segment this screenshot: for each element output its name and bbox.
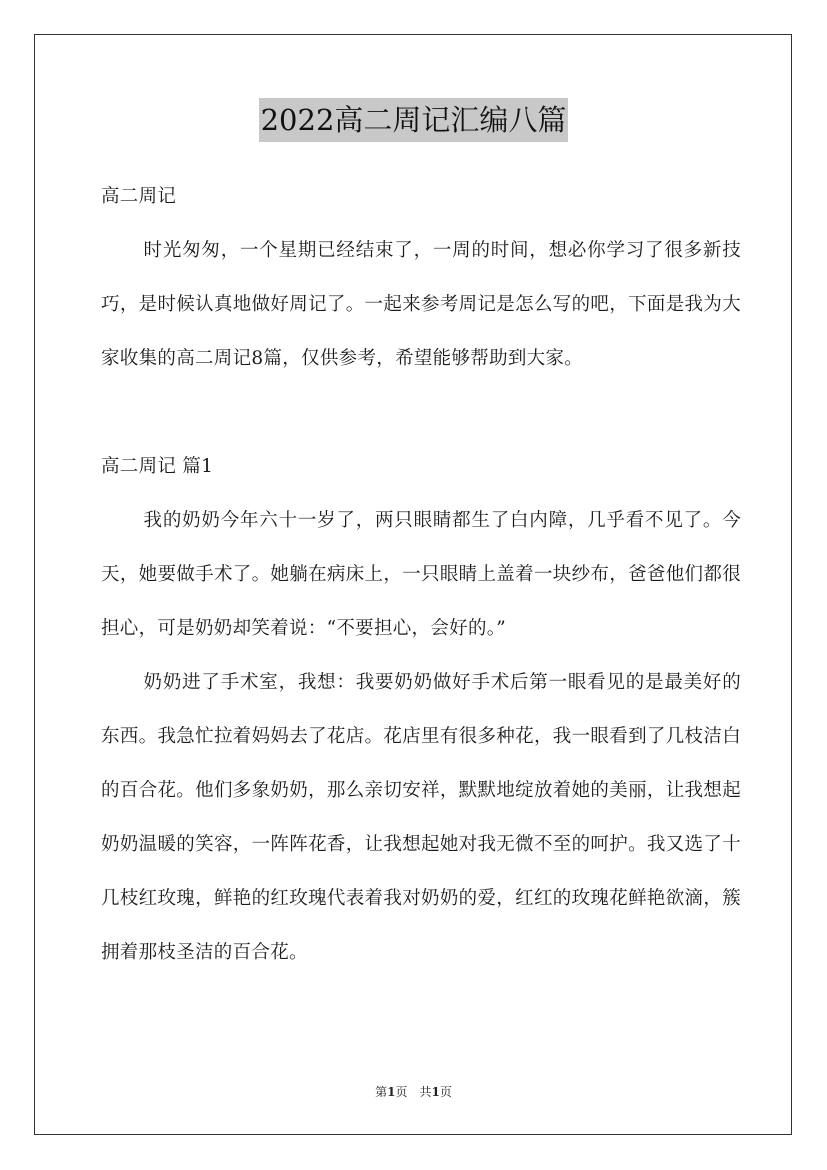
document-body xyxy=(101,170,741,980)
page-footer xyxy=(0,1083,827,1100)
section-spacer xyxy=(101,386,741,440)
section1-paragraph-2: 奶奶进了手术室，我想：我要奶奶做好手术后第一眼看见的是最美好的东西。我急忙拉着妈妈去了花店。花店里有很多种花，我一眼看到了几枝洁白的百合花。他们多象奶奶，那么亲切安祥，默默地绽放着她的美丽，让我想起奶奶温暖的笑容，一阵阵花香，让我想起她对我无微不至的呵护。我又选了十几枝红玫瑰，鲜艳的红玫瑰代表着我对奶奶的爱，红红的玫瑰花鲜艳欲滴，簇拥着那枝圣洁的百合花。 xyxy=(101,672,741,963)
footer-prefix: 第 xyxy=(375,1085,388,1099)
document-title: 2022高二周记汇编八篇 xyxy=(259,98,569,142)
section1-heading: 高二周记 篇1 xyxy=(101,456,214,477)
footer-suffix: 页 xyxy=(439,1085,452,1099)
footer-current-page: 1 xyxy=(387,1085,396,1099)
section1-paragraph-1: 我的奶奶今年六十一岁了，两只眼睛都生了白内障，几乎看不见了。今天，她要做手术了。她躺在病床上，一只眼睛上盖着一块纱布，爸爸他们都很担心，可是奶奶却笑着说：“不要担心，会好的。” xyxy=(101,510,741,639)
footer-total-pages: 1 xyxy=(431,1085,440,1099)
intro-paragraph: 时光匆匆，一个星期已经结束了，一周的时间，想必你学习了很多新技巧，是时候认真地做好周记了。一起来参考周记是怎么写的吧，下面是我为大家收集的高二周记8篇，仅供参考，希望能够帮助到大家。 xyxy=(101,240,741,369)
footer-mid: 页 共 xyxy=(395,1085,432,1099)
intro-heading: 高二周记 xyxy=(101,186,177,207)
title-container xyxy=(0,98,827,142)
